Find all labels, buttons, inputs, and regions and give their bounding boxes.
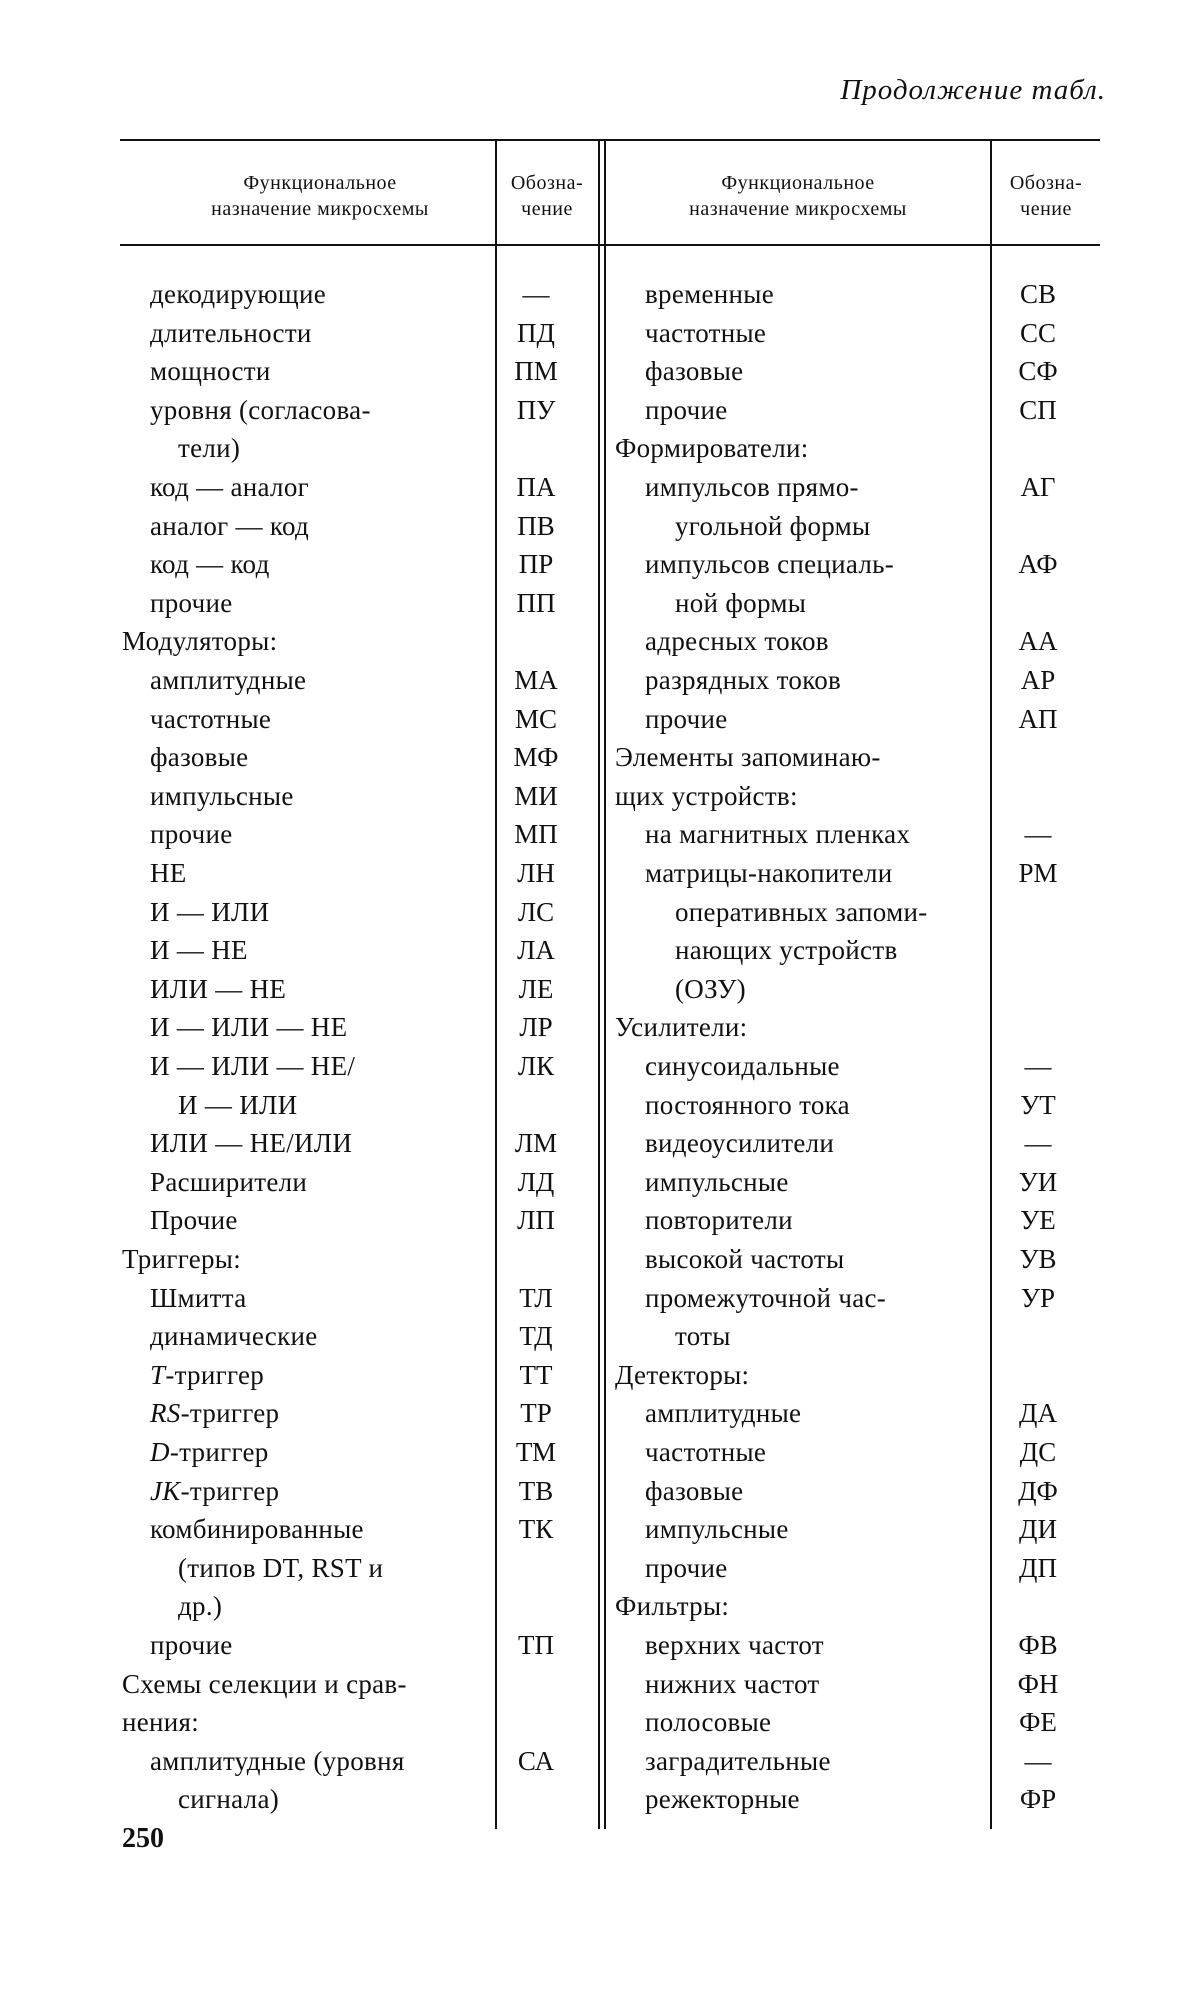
row-designation: ЛН xyxy=(517,858,555,888)
table-row xyxy=(0,1086,1200,1124)
row-designation: ФВ xyxy=(1018,1630,1058,1660)
row-function-name: оперативных запоми- xyxy=(675,896,928,927)
row-function-name: частотные xyxy=(150,703,272,734)
row-function-name: повторители xyxy=(645,1205,793,1236)
row-function-name: Фильтры: xyxy=(615,1591,730,1622)
table-top-rule xyxy=(120,139,1100,141)
row-function-name: И — НЕ xyxy=(150,935,248,966)
row-designation: ПМ xyxy=(514,356,558,387)
header-left-name: Функциональное назначение микросхемы xyxy=(211,172,429,220)
row-function-name: прочие xyxy=(645,394,728,425)
row-function-name: тоты xyxy=(675,1321,731,1352)
row-function-name: мощности xyxy=(150,356,271,387)
row-function-name: импульсные xyxy=(150,780,294,811)
row-function-name: высокой частоты xyxy=(645,1244,845,1274)
table-row xyxy=(0,893,1200,931)
table-row xyxy=(0,1047,1200,1085)
row-function-name: фазовые xyxy=(645,356,744,387)
row-designation: ЛА xyxy=(517,935,555,966)
continuation-label: Продолжение табл. xyxy=(840,74,1106,106)
row-designation: ПА xyxy=(516,472,556,502)
row-function-name: Элементы запоминаю- xyxy=(615,742,881,773)
row-function-name: T-триггер xyxy=(150,1359,265,1390)
row-function-name: амплитудные xyxy=(645,1398,802,1429)
row-function-name: JK-триггер xyxy=(150,1475,280,1506)
table-row xyxy=(0,661,1200,699)
row-designation: ЛЕ xyxy=(518,973,554,1004)
row-function-name: Формирователи: xyxy=(615,433,809,464)
table-row xyxy=(0,391,1200,429)
row-function-name: разрядных токов xyxy=(645,665,842,695)
row-function-name: сигнала) xyxy=(178,1784,280,1815)
row-designation: ТМ xyxy=(515,1437,557,1467)
row-function-name: Модуляторы: xyxy=(122,626,278,657)
row-designation: ЛР xyxy=(519,1012,553,1043)
table-row xyxy=(0,1279,1200,1317)
table-row xyxy=(0,1201,1200,1239)
row-function-name: прочие xyxy=(645,1552,728,1583)
row-function-name: И — ИЛИ xyxy=(178,1089,298,1120)
table-row xyxy=(0,1587,1200,1625)
row-function-name: И — ИЛИ xyxy=(150,896,270,927)
row-function-name: матрицы-накопители xyxy=(645,858,893,888)
row-function-name: др.) xyxy=(178,1591,223,1622)
row-designation: АА xyxy=(1018,626,1058,657)
row-designation: — xyxy=(522,279,550,309)
row-function-name: декодирующие xyxy=(150,279,327,309)
row-function-name: фазовые xyxy=(150,742,249,773)
row-designation: СВ xyxy=(1019,279,1057,309)
row-designation: ПД xyxy=(517,317,555,348)
row-function-name: синусоидальные xyxy=(645,1051,840,1081)
row-function-name: (ОЗУ) xyxy=(675,973,746,1004)
row-function-name: амплитудные (уровня xyxy=(150,1745,405,1776)
row-function-name: импульсные xyxy=(645,1514,789,1545)
row-designation: АГ xyxy=(1020,472,1056,502)
row-function-name: импульсов прямо- xyxy=(645,472,859,502)
row-designation: ЛМ xyxy=(514,1128,558,1159)
row-function-name: динамические xyxy=(150,1321,318,1352)
row-designation: РМ xyxy=(1018,858,1058,888)
table-header-rule xyxy=(120,244,1100,246)
row-function-name: полосовые xyxy=(645,1707,772,1738)
row-designation: ТЛ xyxy=(519,1282,553,1313)
row-designation: ПУ xyxy=(516,394,556,425)
table-row xyxy=(0,1703,1200,1741)
row-designation: — xyxy=(1024,819,1052,850)
row-function-name: на магнитных пленках xyxy=(645,819,911,850)
row-function-name: частотные xyxy=(645,317,767,348)
row-designation: — xyxy=(1024,1051,1052,1081)
row-function-name: Триггеры: xyxy=(122,1244,242,1274)
row-function-name: аналог — код xyxy=(150,510,310,541)
header-right-code: Обозна- чение xyxy=(1009,172,1083,220)
table-row xyxy=(0,854,1200,892)
row-designation: ТК xyxy=(518,1514,554,1545)
row-designation: — xyxy=(1024,1128,1052,1159)
row-function-name: длительности xyxy=(150,317,312,348)
row-function-name: Схемы селекции и срав- xyxy=(122,1668,407,1699)
row-designation: МС xyxy=(514,703,558,734)
row-designation: УЕ xyxy=(1020,1205,1056,1236)
table-row xyxy=(0,1356,1200,1394)
row-function-name: И — ИЛИ — НЕ xyxy=(150,1012,348,1043)
row-designation: ФН xyxy=(1017,1668,1059,1699)
header-right-name: Функциональное назначение микросхемы xyxy=(689,172,907,220)
row-function-name: видеоусилители xyxy=(645,1128,835,1159)
table-row xyxy=(0,738,1200,776)
row-designation: ФЕ xyxy=(1019,1707,1057,1738)
table-row xyxy=(0,1433,1200,1471)
row-function-name: временные xyxy=(645,279,775,309)
table-row xyxy=(0,622,1200,660)
row-function-name: Усилители: xyxy=(615,1012,748,1043)
row-designation: ТВ xyxy=(518,1475,554,1506)
row-function-name: Шмитта xyxy=(150,1282,247,1313)
row-function-name: нающих устройств xyxy=(675,935,898,966)
row-function-name: комбинированные xyxy=(150,1514,364,1545)
table-row xyxy=(0,1240,1200,1278)
table-row xyxy=(0,1394,1200,1432)
table-row xyxy=(0,1510,1200,1548)
row-function-name: фазовые xyxy=(645,1475,744,1506)
row-function-name: RS-триггер xyxy=(150,1398,280,1429)
row-designation: СФ xyxy=(1018,356,1058,387)
row-function-name: импульсные xyxy=(645,1166,789,1197)
row-function-name: промежуточной час- xyxy=(645,1282,887,1313)
row-designation: ТР xyxy=(520,1398,552,1429)
header-left-code: Обозна- чение xyxy=(510,172,584,220)
table-row xyxy=(0,970,1200,1008)
row-function-name: НЕ xyxy=(150,858,187,888)
row-function-name: прочие xyxy=(150,819,233,850)
row-designation: ДА xyxy=(1019,1398,1057,1429)
row-designation: СА xyxy=(517,1745,555,1776)
row-designation: ЛС xyxy=(517,896,555,927)
row-function-name: ИЛИ — НЕ xyxy=(150,973,287,1004)
row-designation: МФ xyxy=(513,742,559,773)
table-row xyxy=(0,468,1200,506)
row-function-name: импульсов специаль- xyxy=(645,549,895,580)
row-function-name: тели) xyxy=(178,433,241,464)
table-row xyxy=(0,352,1200,390)
row-designation: МА xyxy=(514,665,558,695)
row-function-name: ной формы xyxy=(675,587,807,618)
table-row xyxy=(0,429,1200,467)
row-designation: ДС xyxy=(1019,1437,1057,1467)
row-function-name: Детекторы: xyxy=(615,1359,750,1390)
row-function-name: адресных токов xyxy=(645,626,829,657)
row-designation: ТП xyxy=(518,1630,554,1660)
row-function-name: D-триггер xyxy=(150,1437,269,1467)
row-function-name: (типов DT, RST и xyxy=(178,1552,384,1583)
row-designation: ЛП xyxy=(517,1205,555,1236)
table-row xyxy=(0,1780,1200,1818)
table-row xyxy=(0,507,1200,545)
row-function-name: угольной формы xyxy=(675,510,871,541)
row-designation: ТТ xyxy=(519,1359,553,1390)
row-function-name: Прочие xyxy=(150,1205,238,1236)
row-designation: ДФ xyxy=(1018,1475,1058,1506)
row-function-name: верхних частот xyxy=(645,1630,824,1660)
row-function-name: уровня (согласова- xyxy=(150,394,371,425)
row-designation: АФ xyxy=(1018,549,1058,580)
row-function-name: прочие xyxy=(645,703,728,734)
row-function-name: прочие xyxy=(150,1630,233,1660)
row-designation: АР xyxy=(1020,665,1056,695)
row-function-name: заградительные xyxy=(645,1745,831,1776)
row-designation: УР xyxy=(1020,1282,1056,1313)
table-row xyxy=(0,700,1200,738)
row-designation: — xyxy=(1024,1745,1052,1776)
row-designation: ФР xyxy=(1019,1784,1057,1815)
row-designation: ПВ xyxy=(517,510,555,541)
table-row xyxy=(0,275,1200,313)
table-row xyxy=(0,545,1200,583)
table-row xyxy=(0,1317,1200,1355)
table-row xyxy=(0,1472,1200,1510)
row-designation: ДИ xyxy=(1019,1514,1057,1545)
table-row xyxy=(0,1549,1200,1587)
row-function-name: частотные xyxy=(645,1437,767,1467)
row-designation: ЛК xyxy=(517,1051,555,1081)
row-designation: СП xyxy=(1019,394,1057,425)
table-row xyxy=(0,931,1200,969)
row-function-name: прочие xyxy=(150,587,233,618)
row-function-name: амплитудные xyxy=(150,665,307,695)
row-designation: СС xyxy=(1019,317,1057,348)
row-function-name: постоянного тока xyxy=(645,1089,850,1120)
row-designation: ЛД xyxy=(517,1166,555,1197)
row-function-name: щих устройств: xyxy=(615,780,798,811)
row-designation: УВ xyxy=(1019,1244,1057,1274)
row-designation: ДП xyxy=(1019,1552,1057,1583)
table-row xyxy=(0,1008,1200,1046)
row-designation: УТ xyxy=(1020,1089,1056,1120)
row-designation: МИ xyxy=(514,780,558,811)
row-function-name: режекторные xyxy=(645,1784,800,1815)
table-row xyxy=(0,584,1200,622)
row-designation: МП xyxy=(514,819,558,850)
table-row xyxy=(0,314,1200,352)
row-function-name: ИЛИ — НЕ/ИЛИ xyxy=(150,1128,353,1159)
row-designation: АП xyxy=(1018,703,1058,734)
table-row xyxy=(0,1742,1200,1780)
row-designation: ТД xyxy=(519,1321,553,1352)
row-function-name: нения: xyxy=(122,1707,200,1738)
table-row xyxy=(0,1124,1200,1162)
table-row xyxy=(0,1626,1200,1664)
row-designation: УИ xyxy=(1018,1166,1058,1197)
table-row xyxy=(0,1163,1200,1201)
table-row xyxy=(0,777,1200,815)
row-function-name: код — код xyxy=(150,549,270,580)
table-row xyxy=(0,1665,1200,1703)
row-function-name: код — аналог xyxy=(150,472,310,502)
row-function-name: нижних частот xyxy=(645,1668,820,1699)
row-function-name: Расширители xyxy=(150,1166,308,1197)
row-designation: ПР xyxy=(518,549,554,580)
row-function-name: И — ИЛИ — НЕ/ xyxy=(150,1051,356,1081)
page-number: 250 xyxy=(122,1823,164,1854)
row-designation: ПП xyxy=(516,587,556,618)
table-row xyxy=(0,815,1200,853)
